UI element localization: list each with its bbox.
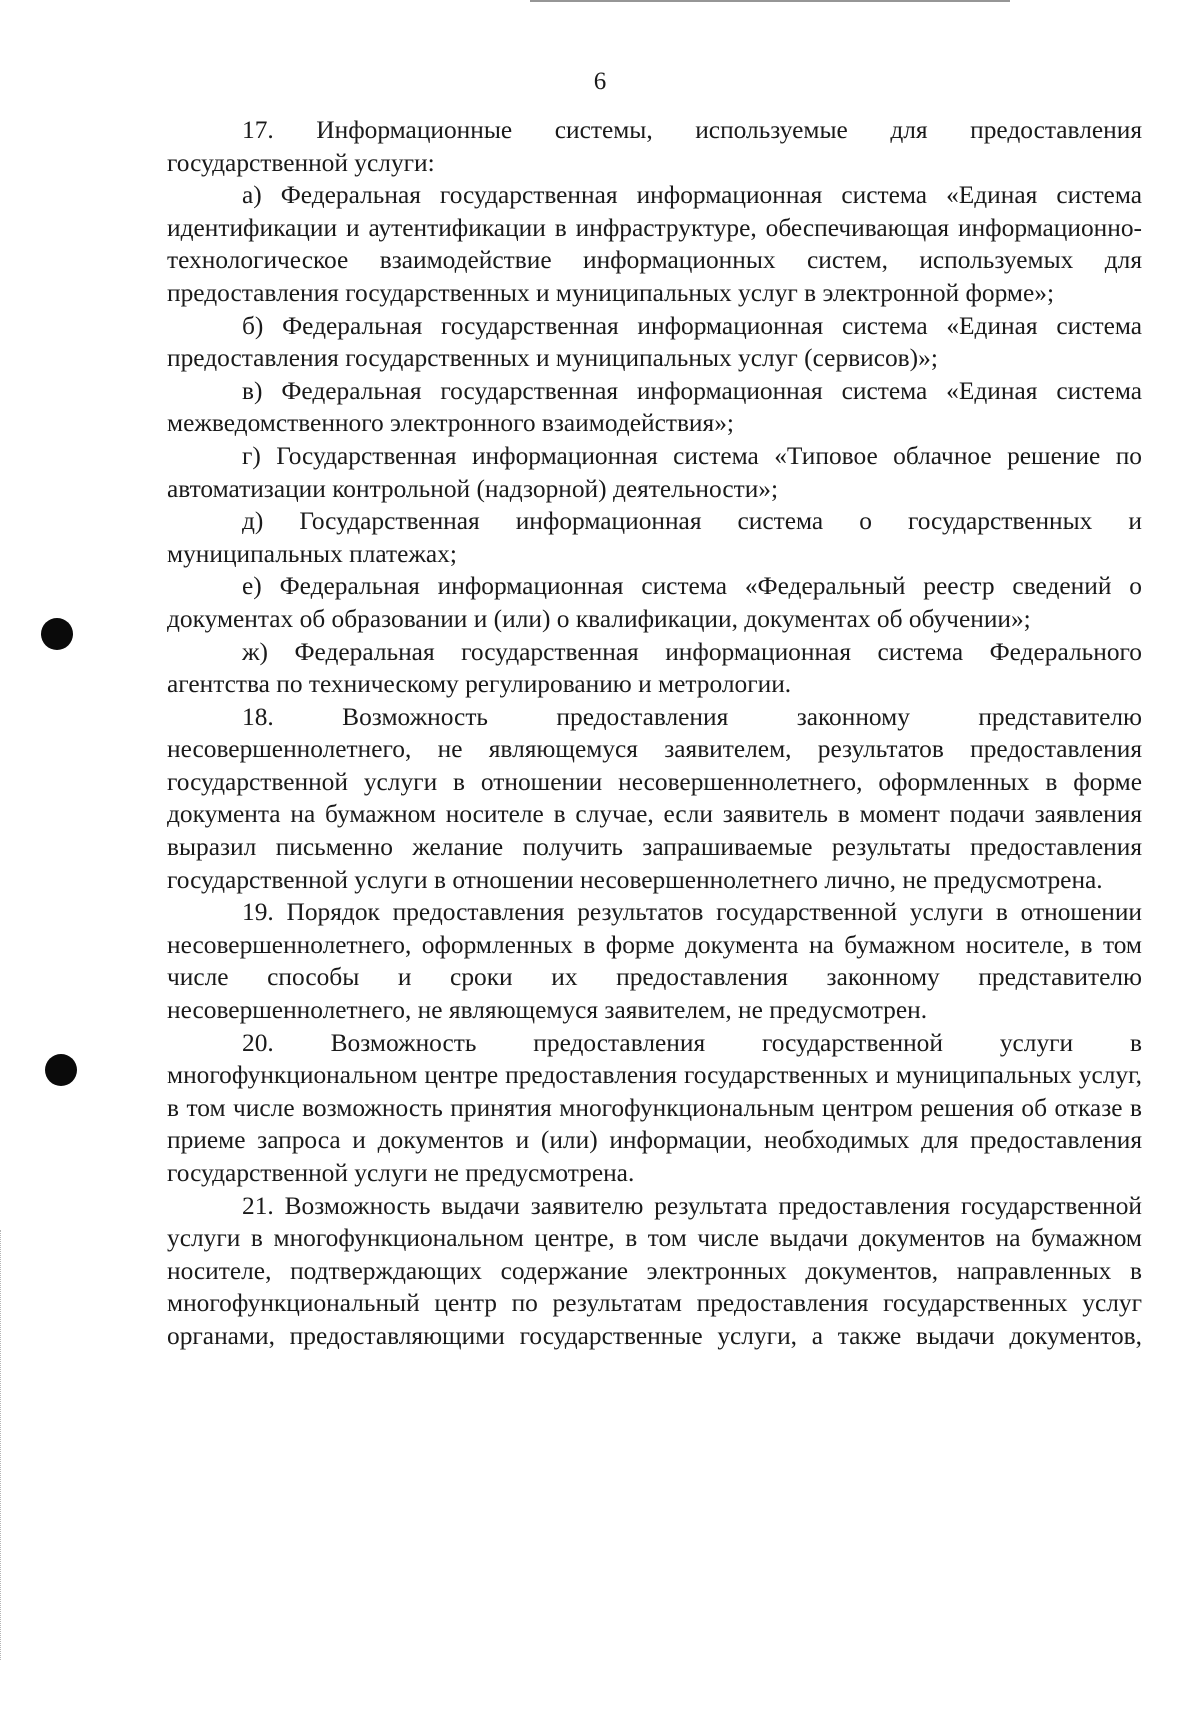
punch-hole <box>41 618 73 650</box>
paragraph-20: 20. Возможность предоставления государственной услуги в многофункциональном центре предоставления государственных и муниципальных услуг, в том числе возможность принятия многофункциональным центром решения об отказе в приеме запроса и документов и (или) информации, необходимых для предоставления государственной услуги не предусмотрена. <box>167 1028 1142 1187</box>
paragraph-21: 21. Возможность выдачи заявителю результата предоставления государственной услуги в многофункциональном центре, в том числе выдачи документов на бумажном носителе, подтверждающих содержание электронных документов, направленных в многофункциональный центр по результатам предоставления государственных услуг органами, предоставляющими государственные услуги, а также выдачи документов, <box>167 1191 1142 1350</box>
document-body <box>167 114 1142 1353</box>
punch-hole <box>45 1054 77 1086</box>
paragraph-17g: г) Государственная информационная система «Типовое облачное решение по автоматизации контрольной (надзорной) деятельности»; <box>167 441 1142 503</box>
paragraph-17e: е) Федеральная информационная система «Федеральный реестр сведений о документах об образовании и (или) о квалификации, документах об обучении»; <box>167 572 1142 633</box>
page-number: 6 <box>593 68 607 95</box>
paragraph-17v: в) Федеральная государственная информационная система «Единая система межведомственного электронного взаимодействия»; <box>167 376 1142 438</box>
paragraph-17b: б) Федеральная государственная информационная система «Единая система предоставления государственных и муниципальных услуг (сервисов)»; <box>167 311 1142 373</box>
paragraph-17a: а) Федеральная государственная информационная система «Единая система идентификации и аутентификации в инфраструктуре, обеспечивающая информационно-технологическое взаимодействие информационных систем, используемых для предоставления государственных и муниципальных услуг в электронной форме»; <box>167 181 1142 307</box>
paragraph-17zh: ж) Федеральная государственная информационная система Федерального агентства по техническому регулированию и метрологии. <box>167 637 1142 699</box>
scan-edge-dots <box>0 1230 7 1660</box>
scan-edge-line <box>530 0 1010 2</box>
paragraph-17: 17. Информационные системы, используемые для предоставления государственной услуги: <box>167 116 1142 177</box>
paragraph-18: 18. Возможность предоставления законному представителю несовершеннолетнего, не являющемуся заявителем, результатов предоставления государственной услуги в отношении несовершеннолетнего, оформленных в форме документа на бумажном носителе в случае, если заявитель в момент подачи заявления выразил письменно желание получить запрашиваемые результаты предоставления государственной услуги в отношении несовершеннолетнего лично, не предусмотрена. <box>167 702 1142 894</box>
paragraph-17d: д) Государственная информационная система о государственных и муниципальных платежах; <box>167 507 1142 568</box>
paragraph-19: 19. Порядок предоставления результатов государственной услуги в отношении несовершеннолетнего, оформленных в форме документа на бумажном носителе, в том числе способы и сроки их предоставления законному представителю несовершеннолетнего, не являющемуся заявителем, не предусмотрен. <box>167 898 1142 1025</box>
